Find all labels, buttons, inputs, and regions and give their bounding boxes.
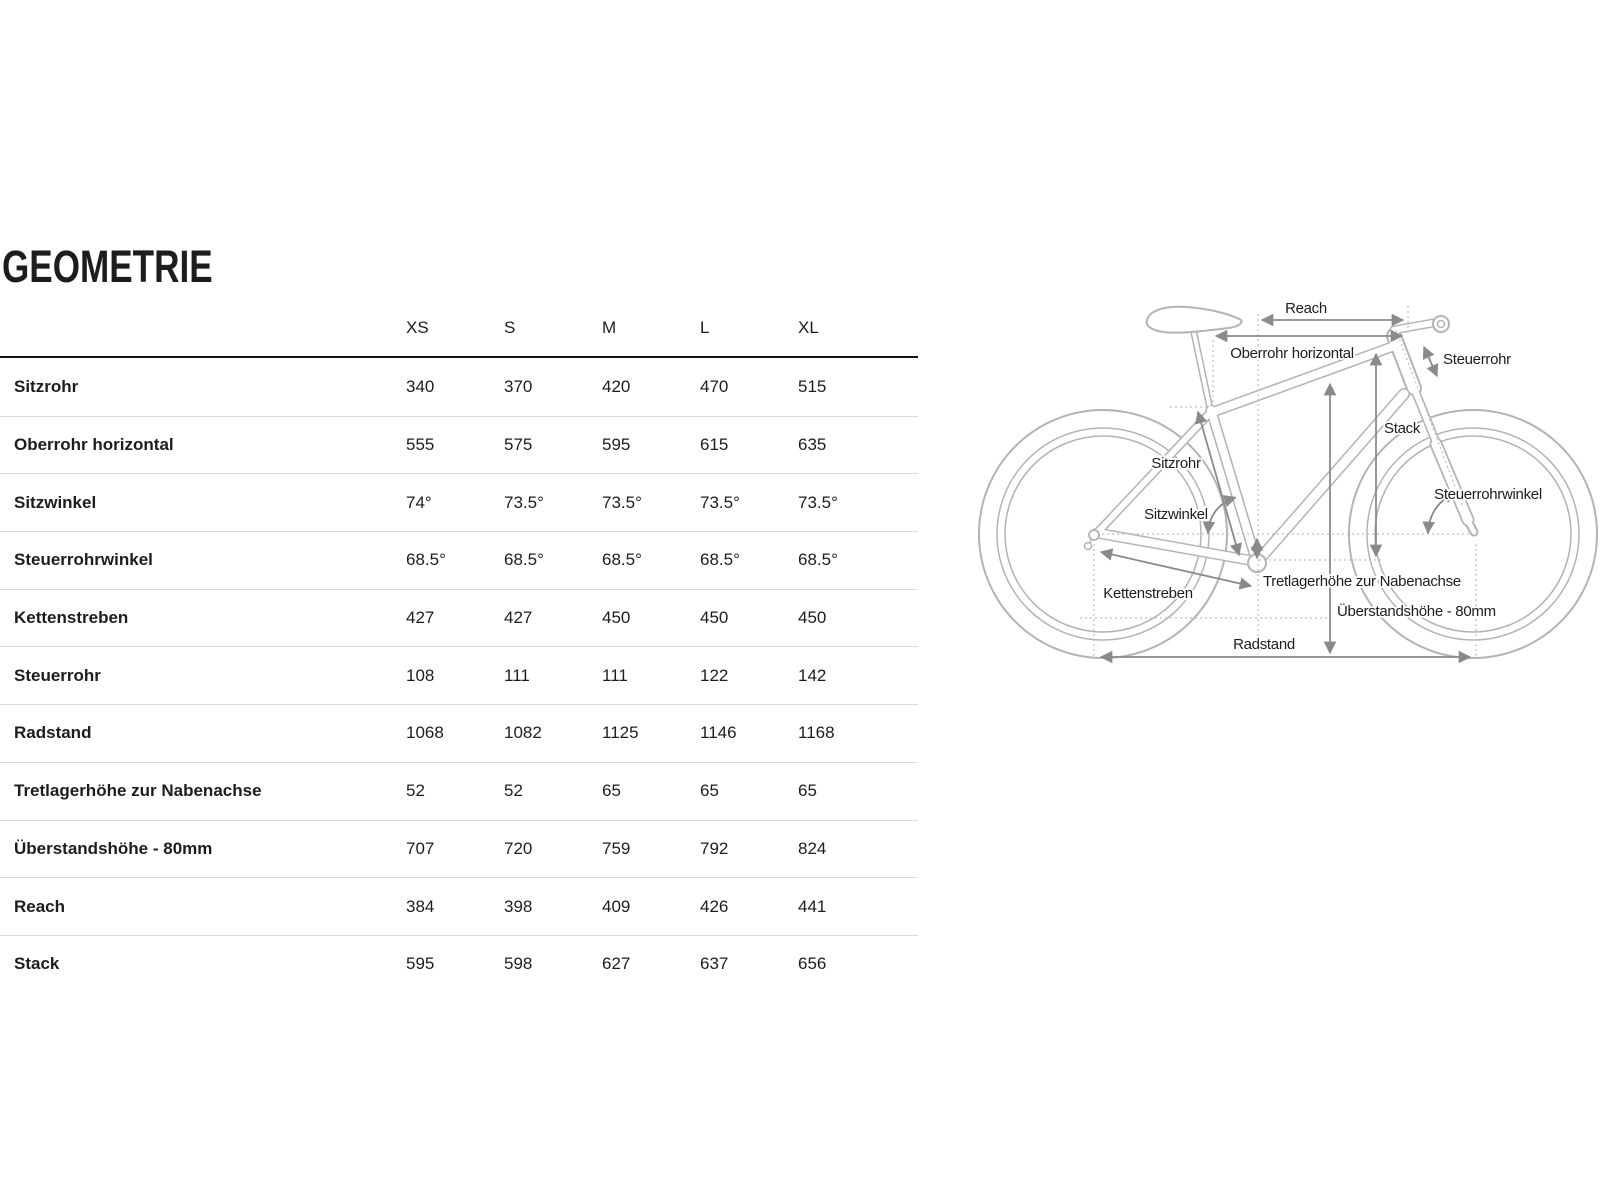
cell-value: 595 [602,435,631,455]
table-body [0,358,918,993]
table-row [0,704,918,762]
diagram-label-kettenstreben: Kettenstreben [1103,585,1193,602]
cell-value: 74° [406,492,432,512]
cell-value: 575 [504,435,533,455]
row-label: Stack [14,954,60,974]
cell-value: 108 [406,665,435,685]
rear-derailleur [1085,530,1100,550]
cell-value: 450 [798,608,827,628]
row-label: Oberrohr horizontal [14,435,174,455]
cell-value: 707 [406,838,435,858]
diagram-label-stack: Stack [1384,420,1421,437]
cell-value: 73.5° [700,492,740,512]
cell-value: 1125 [602,723,639,743]
cell-value: 65 [602,781,621,801]
cell-value: 515 [798,376,827,396]
diagram-label-reach: Reach [1285,300,1327,317]
cell-value: 450 [700,608,729,628]
cell-value: 1146 [700,723,737,743]
table-row [0,416,918,474]
cell-value: 142 [798,665,827,685]
cell-value: 111 [504,665,530,685]
cell-value: 73.5° [602,492,642,512]
row-label: Steuerrohr [14,665,101,685]
cell-value: 637 [700,954,729,974]
cell-value: 68.5° [406,550,446,570]
row-label: Sitzrohr [14,376,79,396]
size-header-xs: XS [406,318,429,337]
steuerrohr-arrow [1424,347,1437,376]
cell-value: 615 [700,435,729,455]
cell-value: 409 [602,896,631,916]
cell-value: 656 [798,954,827,974]
cell-value: 426 [700,896,729,916]
cell-value: 627 [602,954,631,974]
size-header-s: S [504,318,516,337]
diagram-label-tretlagerhoehe: Tretlagerhöhe zur Nabenachse [1263,573,1461,590]
cell-value: 370 [504,376,533,396]
cell-value: 555 [406,435,435,455]
table-row [0,531,918,589]
geometry-table [0,300,918,993]
diagram-label-steuerrohrwinkel: Steuerrohrwinkel [1434,486,1542,503]
row-label: Tretlagerhöhe zur Nabenachse [14,781,262,801]
size-header-l: L [700,318,710,337]
cell-value: 1068 [406,723,444,743]
page-title: GEOMETRIE [2,241,213,293]
cell-value: 122 [700,665,729,685]
cell-value: 68.5° [602,550,642,570]
bike-geometry-diagram [940,280,1600,680]
size-header-m: M [602,318,617,337]
table-row [0,473,918,531]
row-label: Radstand [14,723,92,743]
cell-value: 68.5° [504,550,544,570]
table-row [0,935,918,993]
cell-value: 68.5° [798,550,838,570]
cell-value: 824 [798,838,827,858]
cell-value: 1168 [798,723,835,743]
table-row [0,646,918,704]
diagram-label-radstand: Radstand [1233,636,1295,653]
table-row [0,358,918,416]
cell-value: 340 [406,376,435,396]
cell-value: 450 [602,608,631,628]
row-label: Sitzwinkel [14,492,97,512]
cell-value: 441 [798,896,827,916]
size-header-xl: XL [798,318,819,337]
table-row [0,820,918,878]
table-row [0,877,918,935]
cell-value: 52 [504,781,523,801]
table-header-row [0,300,918,358]
cell-value: 759 [602,838,631,858]
saddle [1147,307,1242,333]
cell-value: 68.5° [700,550,740,570]
cell-value: 427 [406,608,435,628]
cell-value: 420 [602,376,631,396]
diagram-label-sitzwinkel: Sitzwinkel [1144,506,1208,523]
row-label: Kettenstreben [14,608,129,628]
cell-value: 427 [504,608,533,628]
cell-value: 598 [504,954,533,974]
diagram-label-steuerrohr: Steuerrohr [1443,351,1511,368]
handlebar-grip [1433,316,1449,332]
row-label: Steuerrohrwinkel [14,550,153,570]
cell-value: 52 [406,781,425,801]
row-label: Reach [14,896,66,916]
cell-value: 65 [798,781,817,801]
cell-value: 1082 [504,723,542,743]
cell-value: 792 [700,838,729,858]
diagram-label-sitzrohr: Sitzrohr [1151,455,1201,472]
cell-value: 65 [700,781,719,801]
cell-value: 470 [700,376,729,396]
table-row [0,762,918,820]
cell-value: 111 [602,665,628,685]
cell-value: 635 [798,435,827,455]
table-row [0,589,918,647]
diagram-label-ueberstandshoehe: Überstandshöhe - 80mm [1337,603,1496,620]
cell-value: 398 [504,896,533,916]
cell-value: 73.5° [798,492,838,512]
row-label: Überstandshöhe - 80mm [14,838,213,858]
cell-value: 595 [406,954,435,974]
cell-value: 73.5° [504,492,544,512]
cell-value: 384 [406,896,435,916]
diagram-label-oberrohr: Oberrohr horizontal [1230,345,1354,362]
cell-value: 720 [504,838,533,858]
